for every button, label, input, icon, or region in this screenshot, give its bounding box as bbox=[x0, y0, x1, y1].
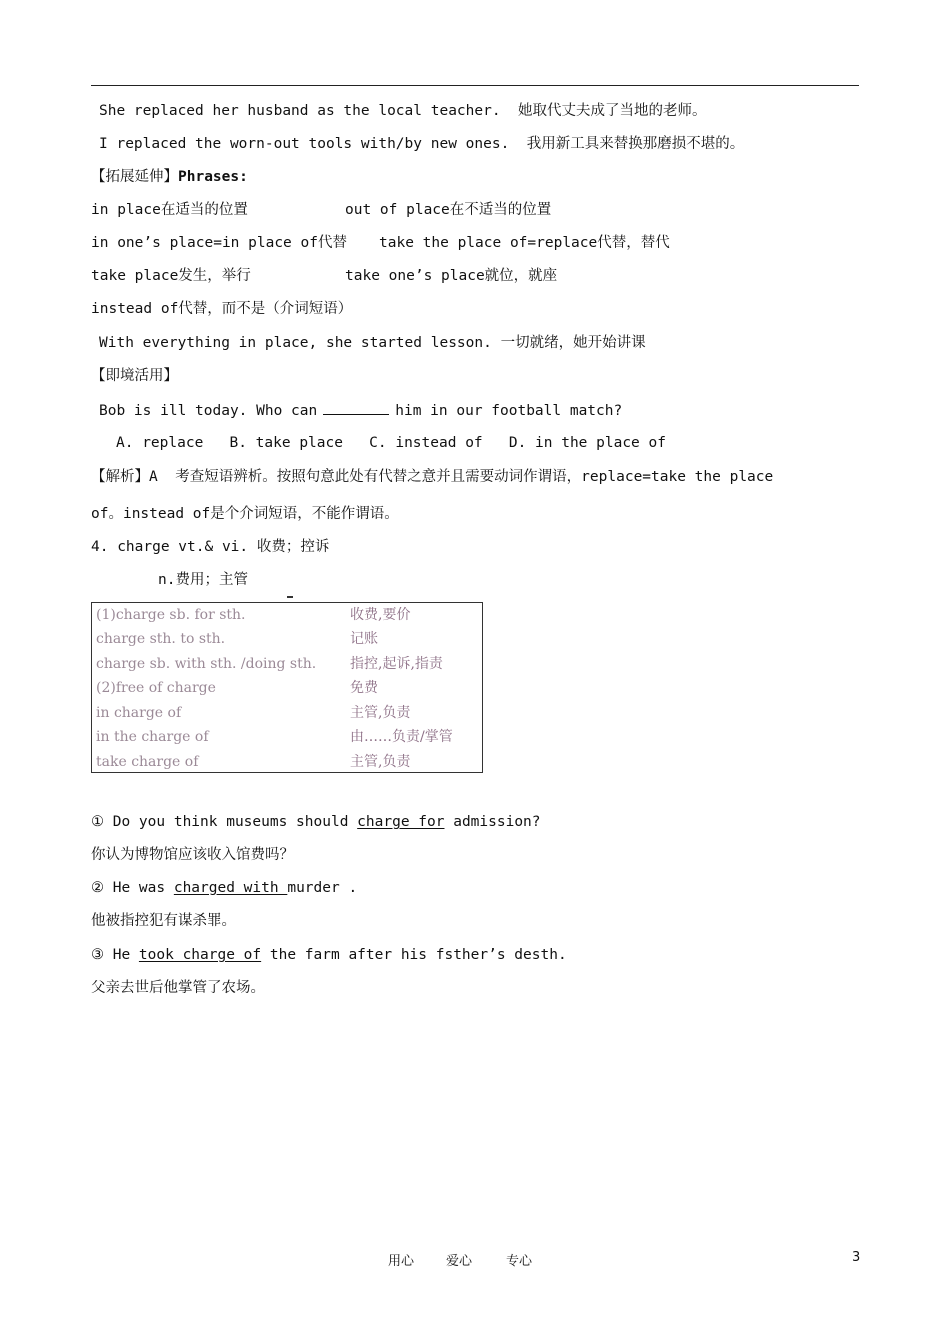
heading-bracket: 【拓展延伸】 bbox=[91, 169, 178, 185]
section-heading-extension bbox=[91, 167, 248, 187]
phrase-take-the-place-of: take the place of=replace代替，替代 bbox=[379, 235, 670, 251]
phrase-take-ones-place: take one’s place就位，就座 bbox=[345, 268, 558, 284]
exercise-question bbox=[99, 400, 622, 421]
phrase-take-place: take place发生，举行 bbox=[91, 268, 251, 284]
example-underlined-phrase: charge for bbox=[357, 814, 445, 830]
charge-example-2-translation: 他被指控犯有谋杀罪。 bbox=[91, 913, 236, 929]
header-rule bbox=[91, 85, 859, 86]
table-cell-meaning: 指控,起诉,指责 bbox=[350, 656, 443, 672]
table-cell-meaning: 由……负责/掌管 bbox=[350, 729, 453, 745]
table-row bbox=[96, 652, 480, 676]
table-cell-phrase: take charge of bbox=[96, 754, 199, 770]
table-row bbox=[96, 750, 480, 774]
example-sentence-3: With everything in place, she started lesson. 一切就绪，她开始讲课 bbox=[99, 335, 646, 351]
footer-motto-3: 专心 bbox=[506, 1254, 533, 1269]
example-text: admission? bbox=[444, 814, 541, 830]
example-text: ③ He bbox=[91, 947, 139, 963]
footer-motto-1: 用心 bbox=[388, 1254, 415, 1269]
charge-example-3-translation: 父亲去世后他掌管了农场。 bbox=[91, 980, 265, 996]
example-sentence-1: She replaced her husband as the local teacher. 她取代丈夫成了当地的老师。 bbox=[99, 103, 707, 119]
vocab-charge-heading: 4. charge vt.& vi. 收费；控诉 bbox=[91, 539, 330, 555]
table-cell-phrase: charge sb. with sth. /doing sth. bbox=[96, 656, 317, 672]
table-row bbox=[96, 725, 480, 749]
analysis-line-2: of。instead of是个介词短语，不能作谓语。 bbox=[91, 506, 399, 522]
example-text: ② He was bbox=[91, 880, 174, 896]
phrase-out-of-place: out of place在不适当的位置 bbox=[345, 202, 552, 218]
table-row bbox=[96, 627, 480, 651]
table-cell-phrase: in the charge of bbox=[96, 729, 209, 745]
phrase-in-place: in place在适当的位置 bbox=[91, 202, 248, 218]
charge-example-1 bbox=[91, 812, 541, 832]
table-cell-phrase: (1)charge sb. for sth. bbox=[96, 607, 246, 623]
charge-example-3 bbox=[91, 945, 567, 965]
vocab-charge-noun: n.费用；主管 bbox=[158, 572, 248, 588]
question-part-2: him in our football match? bbox=[395, 403, 623, 419]
example-underlined-phrase: charged with bbox=[173, 880, 288, 896]
table-cell-meaning: 主管,负责 bbox=[350, 705, 411, 721]
table-row bbox=[96, 603, 480, 627]
answer-blank bbox=[323, 400, 389, 415]
example-text: ① Do you think museums should bbox=[91, 814, 358, 830]
table-cell-phrase: (2)free of charge bbox=[96, 680, 216, 696]
analysis-line-1: 【解析】A 考查短语辨析。按照句意此处有代替之意并且需要动词作谓语，replace=take the place bbox=[91, 469, 774, 485]
table-row bbox=[96, 676, 480, 700]
footer-motto-2: 爱心 bbox=[446, 1254, 473, 1269]
question-part-1: Bob is ill today. Who can bbox=[99, 403, 318, 419]
example-sentence-2: I replaced the worn-out tools with/by new ones. 我用新工具来替换那磨损不堪的。 bbox=[99, 136, 745, 152]
table-cell-phrase: charge sth. to sth. bbox=[96, 631, 226, 647]
scan-mark bbox=[287, 596, 293, 598]
phrase-in-ones-place: in one’s place=in place of代替 bbox=[91, 235, 347, 251]
heading-phrases: Phrases: bbox=[178, 169, 248, 185]
example-text: the farm after his fsther’s desth. bbox=[261, 947, 567, 963]
example-text: murder . bbox=[287, 880, 358, 896]
table-row bbox=[96, 701, 480, 725]
table-cell-phrase: in charge of bbox=[96, 705, 182, 721]
charge-example-1-translation: 你认为博物馆应该收入馆费吗？ bbox=[91, 847, 294, 863]
example-underlined-phrase: took charge of bbox=[138, 947, 262, 963]
page-number: 3 bbox=[852, 1250, 861, 1265]
charge-example-2 bbox=[91, 878, 357, 898]
charge-phrase-table bbox=[91, 602, 483, 773]
section-heading-practice: 【即境活用】 bbox=[91, 368, 178, 384]
table-cell-meaning: 主管,负责 bbox=[350, 754, 411, 770]
exercise-options: A. replace B. take place C. instead of D. in the place of bbox=[116, 435, 666, 451]
table-cell-meaning: 收费,要价 bbox=[350, 607, 411, 623]
phrase-instead-of: instead of代替，而不是（介词短语） bbox=[91, 301, 353, 317]
table-cell-meaning: 记账 bbox=[350, 631, 378, 647]
table-cell-meaning: 免费 bbox=[350, 680, 378, 696]
